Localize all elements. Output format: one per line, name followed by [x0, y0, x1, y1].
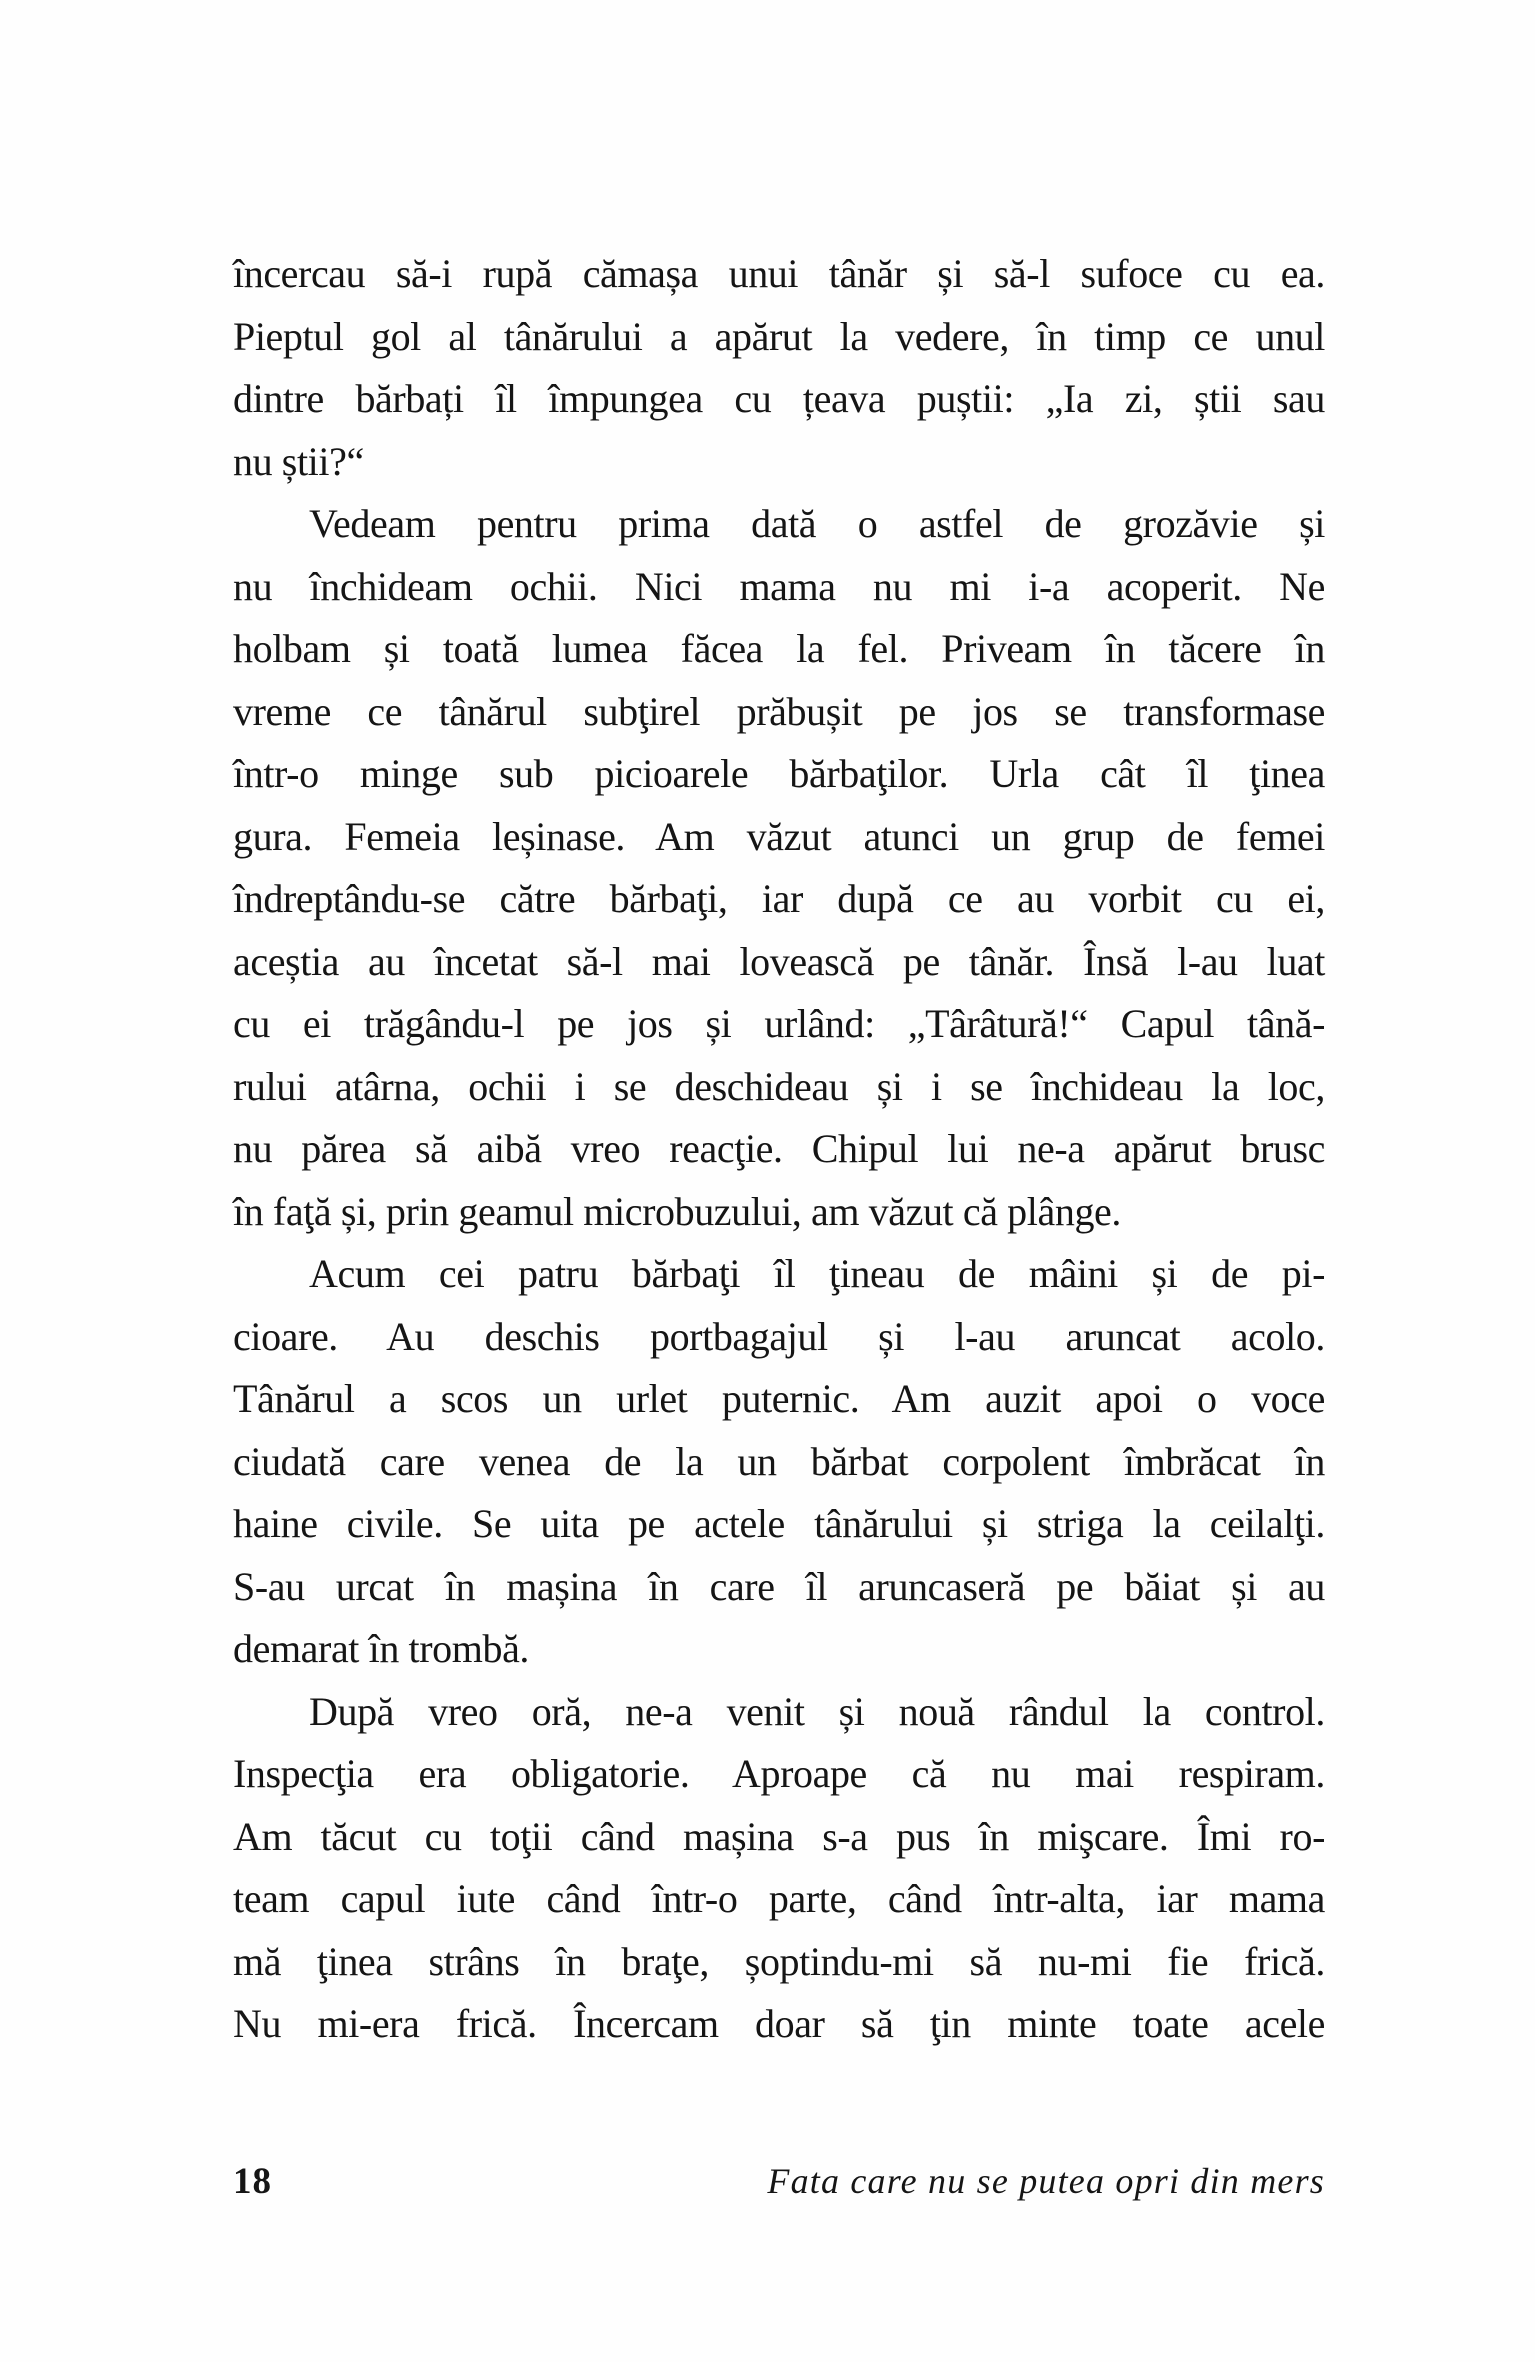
- text-line: în faţă și, prin geamul microbuzului, am văzut că plânge.: [233, 1188, 1122, 1234]
- text-line: dintre bărbați îl împungea cu țeava puștii: „Ia zi, știi sau: [233, 376, 1325, 421]
- text-line: haine civile. Se uita pe actele tânărului și striga la ceilalţi.: [233, 1501, 1325, 1546]
- text-line: holbam și toată lumea făcea la fel. Priveam în tăcere în: [233, 626, 1325, 671]
- text-line: cioare. Au deschis portbagajul și l-au aruncat acolo.: [233, 1313, 1325, 1359]
- body-text: [233, 243, 1325, 2056]
- text-line: Tânărul a scos un urlet puternic. Am auzit apoi o voce: [233, 1376, 1325, 1421]
- text-line: Acum cei patru bărbaţi îl ţineau de mâini și de pi-: [309, 1251, 1325, 1296]
- text-line: într-o minge sub picioarele bărbaţilor. Urla cât îl ţinea: [233, 751, 1325, 796]
- text-line: vreme ce tânărul subţirel prăbușit pe jos se transformase: [233, 688, 1325, 734]
- text-line: După vreo oră, ne-a venit și nouă rândul la control.: [309, 1688, 1325, 1734]
- text-line: îndreptându-se către bărbaţi, iar după ce au vorbit cu ei,: [233, 876, 1325, 921]
- text-line: Am tăcut cu toţii când mașina s-a pus în mişcare. Îmi ro-: [233, 1813, 1325, 1859]
- text-line: S-au urcat în mașina în care îl aruncaseră pe băiat și au: [233, 1563, 1325, 1609]
- text-line: încercau să-i rupă cămașa unui tânăr și să-l sufoce cu ea.: [233, 251, 1325, 296]
- page-footer: [233, 2160, 1325, 2203]
- text-line: aceștia au încetat să-l mai lovească pe tânăr. Însă l-au luat: [233, 938, 1325, 984]
- text-line: demarat în trombă.: [233, 1626, 530, 1671]
- page-number: 18: [233, 2161, 272, 2202]
- text-line: nu închideam ochii. Nici mama nu mi i-a acoperit. Ne: [233, 563, 1325, 609]
- text-line: nu știi?“: [233, 438, 364, 484]
- text-line: mă ţinea strâns în braţe, șoptindu-mi să nu-mi fie frică.: [233, 1938, 1325, 1984]
- text-line: Inspecţia era obligatorie. Aproape că nu mai respiram.: [233, 1751, 1325, 1796]
- text-line: ciudată care venea de la un bărbat corpolent îmbrăcat în: [233, 1438, 1325, 1484]
- text-line: gura. Femeia leșinase. Am văzut atunci un grup de femei: [233, 813, 1325, 859]
- text-line: rului atârna, ochii i se deschideau și i se închideau la loc,: [233, 1063, 1325, 1109]
- text-line: Vedeam pentru prima dată o astfel de grozăvie și: [309, 501, 1325, 546]
- text-line: nu părea să aibă vreo reacţie. Chipul lui ne-a apărut brusc: [233, 1126, 1325, 1171]
- text-line: team capul iute când într-o parte, când într-alta, iar mama: [233, 1876, 1325, 1921]
- running-title: Fata care nu se putea opri din mers: [767, 2161, 1325, 2201]
- text-line: Pieptul gol al tânărului a apărut la vedere, în timp ce unul: [233, 313, 1325, 359]
- text-line: Nu mi-era frică. Încercam doar să ţin minte toate acele: [233, 2001, 1325, 2046]
- text-line: cu ei trăgându-l pe jos și urlând: „Târâtură!“ Capul tână-: [233, 1001, 1325, 1046]
